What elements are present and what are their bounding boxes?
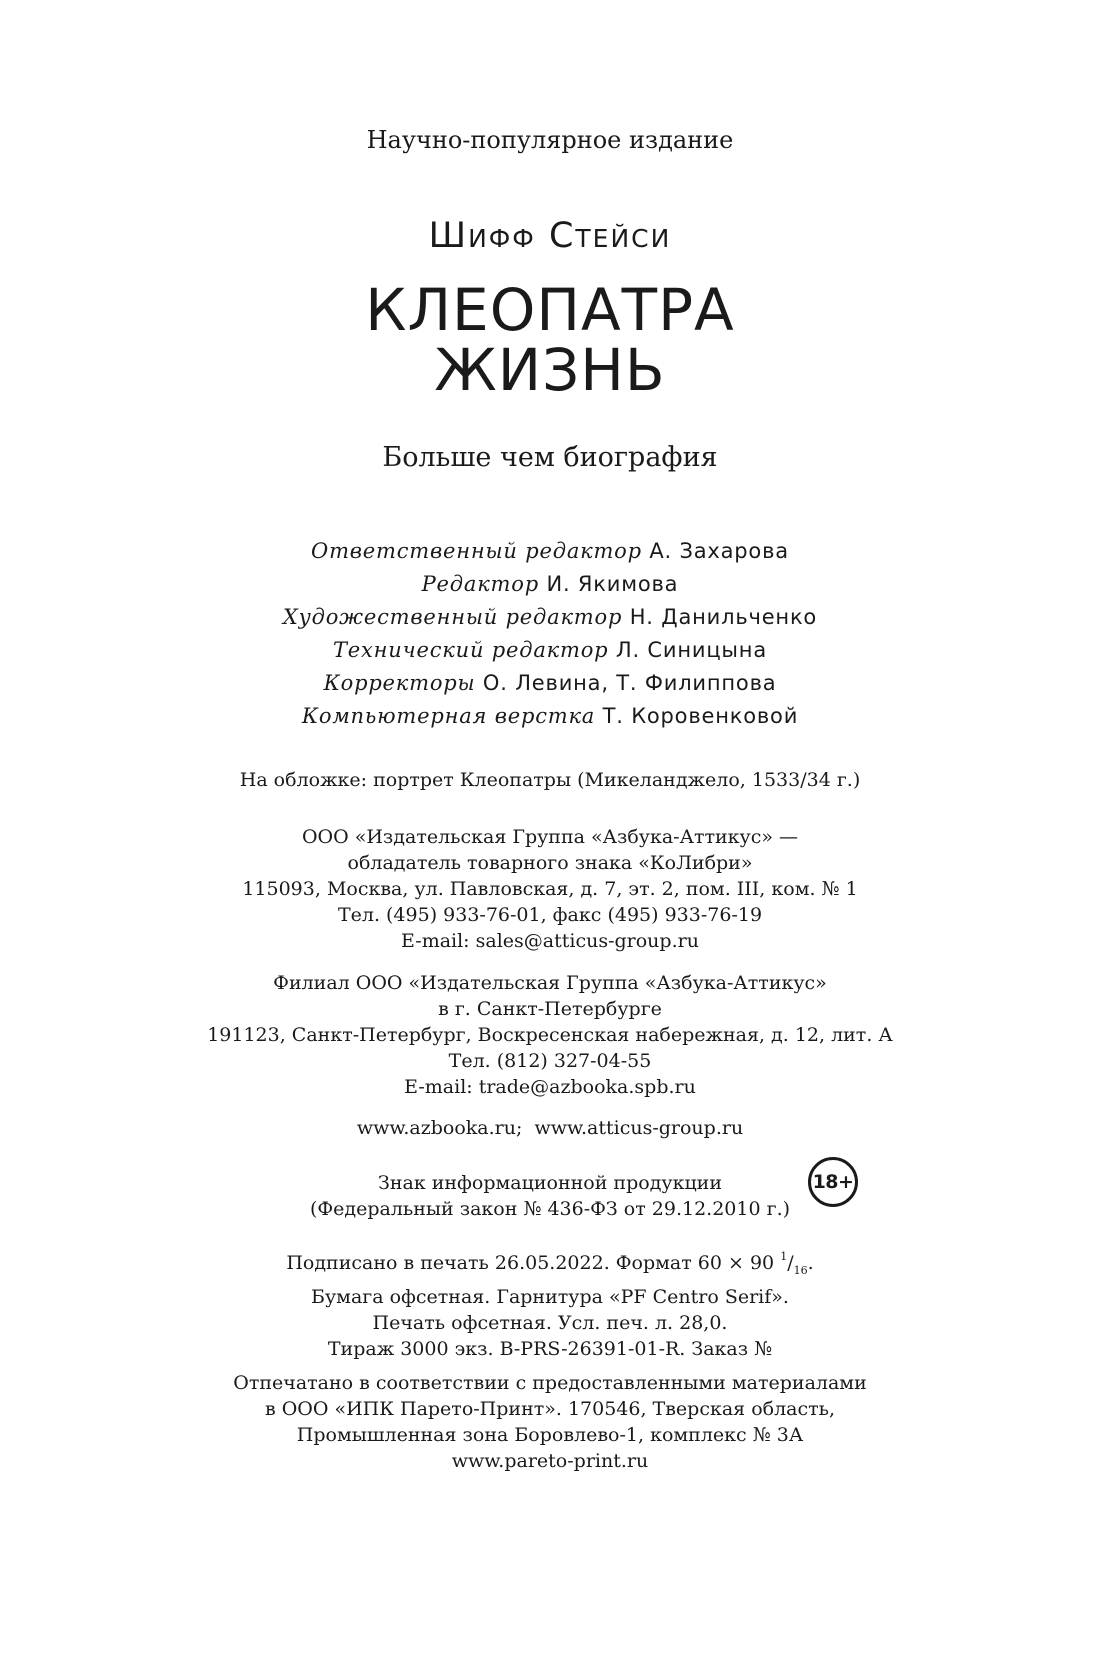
format-fraction-numerator: 1 — [780, 1250, 788, 1263]
publisher-phone: Тел. (495) 933-76-01, факс (495) 933-76-19 — [337, 904, 763, 926]
publisher-info — [0, 824, 1100, 954]
credit-line — [0, 667, 1100, 700]
printer-line: Отпечатано в соответствии с предоставленными материалами — [233, 1372, 867, 1394]
websites: www.azbooka.ru; www.atticus-group.ru — [356, 1117, 744, 1139]
credit-role: Компьютерная верстка — [301, 704, 596, 728]
credits-list — [0, 535, 1100, 733]
printing-method: Печать офсетная. Усл. печ. л. 28,0. — [372, 1312, 728, 1334]
credit-person: И. Якимова — [546, 572, 679, 596]
info-product-sign — [0, 1170, 1100, 1222]
branch-line: в г. Санкт-Петербурге — [438, 998, 662, 1020]
credit-person: Т. Коровенковой — [602, 704, 799, 728]
publisher-line: обладатель товарного знака «КоЛибри» — [347, 852, 753, 874]
printing-paper: Бумага офсетная. Гарнитура «PF Centro Serif». — [311, 1286, 789, 1308]
edition-type: Научно-популярное издание — [366, 126, 734, 154]
branch-info — [0, 970, 1100, 1100]
printer-website: www.pareto-print.ru — [451, 1450, 649, 1472]
credit-line — [0, 535, 1100, 568]
book-title-line-1: КЛЕОПАТРА — [365, 276, 735, 344]
publisher-email: E-mail: sales@atticus-group.ru — [401, 930, 699, 952]
credit-person: А. Захарова — [649, 539, 789, 563]
printing-run: Тираж 3000 экз. B-PRS-26391-01-R. Заказ № — [327, 1338, 773, 1360]
credit-person: Л. Синицына — [615, 638, 767, 662]
credit-line — [0, 601, 1100, 634]
credit-role: Художественный редактор — [282, 605, 623, 629]
credit-role: Ответственный редактор — [311, 539, 642, 563]
branch-phone: Тел. (812) 327-04-55 — [448, 1050, 652, 1072]
branch-email: E-mail: trade@azbooka.spb.ru — [404, 1076, 696, 1098]
printer-info — [0, 1370, 1100, 1474]
branch-line: Филиал ООО «Издательская Группа «Азбука-Аттикус» — [273, 972, 827, 994]
format-line-end: . — [807, 1252, 814, 1274]
cover-note: На обложке: портрет Клеопатры (Микеланджело, 1533/34 г.) — [239, 769, 861, 791]
credit-role: Корректоры — [323, 671, 476, 695]
printer-line: в ООО «ИПК Парето-Принт». 170546, Тверская область, — [264, 1398, 836, 1420]
credit-line — [0, 700, 1100, 733]
credit-person: Н. Данильченко — [629, 605, 818, 629]
format-fraction-denominator: 16 — [793, 1264, 808, 1277]
printing-format-text: Подписано в печать 26.05.2022. Формат 60 × 90 — [286, 1252, 781, 1274]
age-rating-badge: 18+ — [808, 1157, 858, 1207]
printing-info — [0, 1244, 1100, 1362]
info-sign-line: Знак информационной продукции — [377, 1172, 722, 1194]
credit-line — [0, 634, 1100, 667]
author-name: Шифф Стейси — [428, 216, 672, 256]
credit-line — [0, 568, 1100, 601]
publisher-address: 115093, Москва, ул. Павловская, д. 7, эт. 2, пом. III, ком. № 1 — [242, 878, 858, 900]
printing-format-line — [0, 1244, 1100, 1284]
publisher-line: ООО «Издательская Группа «Азбука-Аттикус» — — [301, 826, 799, 848]
book-subtitle: Больше чем биография — [382, 442, 718, 473]
format-fraction-separator: / — [787, 1252, 794, 1274]
credit-role: Редактор — [421, 572, 539, 596]
printer-address: Промышленная зона Боровлево-1, комплекс № 3А — [296, 1424, 804, 1446]
credit-role: Технический редактор — [333, 638, 609, 662]
info-sign-law: (Федеральный закон № 436-ФЗ от 29.12.2010 г.) — [309, 1198, 791, 1220]
branch-address: 191123, Санкт-Петербург, Воскресенская набережная, д. 12, лит. А — [207, 1024, 893, 1046]
book-title-line-2: ЖИЗНЬ — [434, 336, 666, 404]
credit-person: О. Левина, Т. Филиппова — [482, 671, 777, 695]
book-title — [0, 276, 1100, 404]
